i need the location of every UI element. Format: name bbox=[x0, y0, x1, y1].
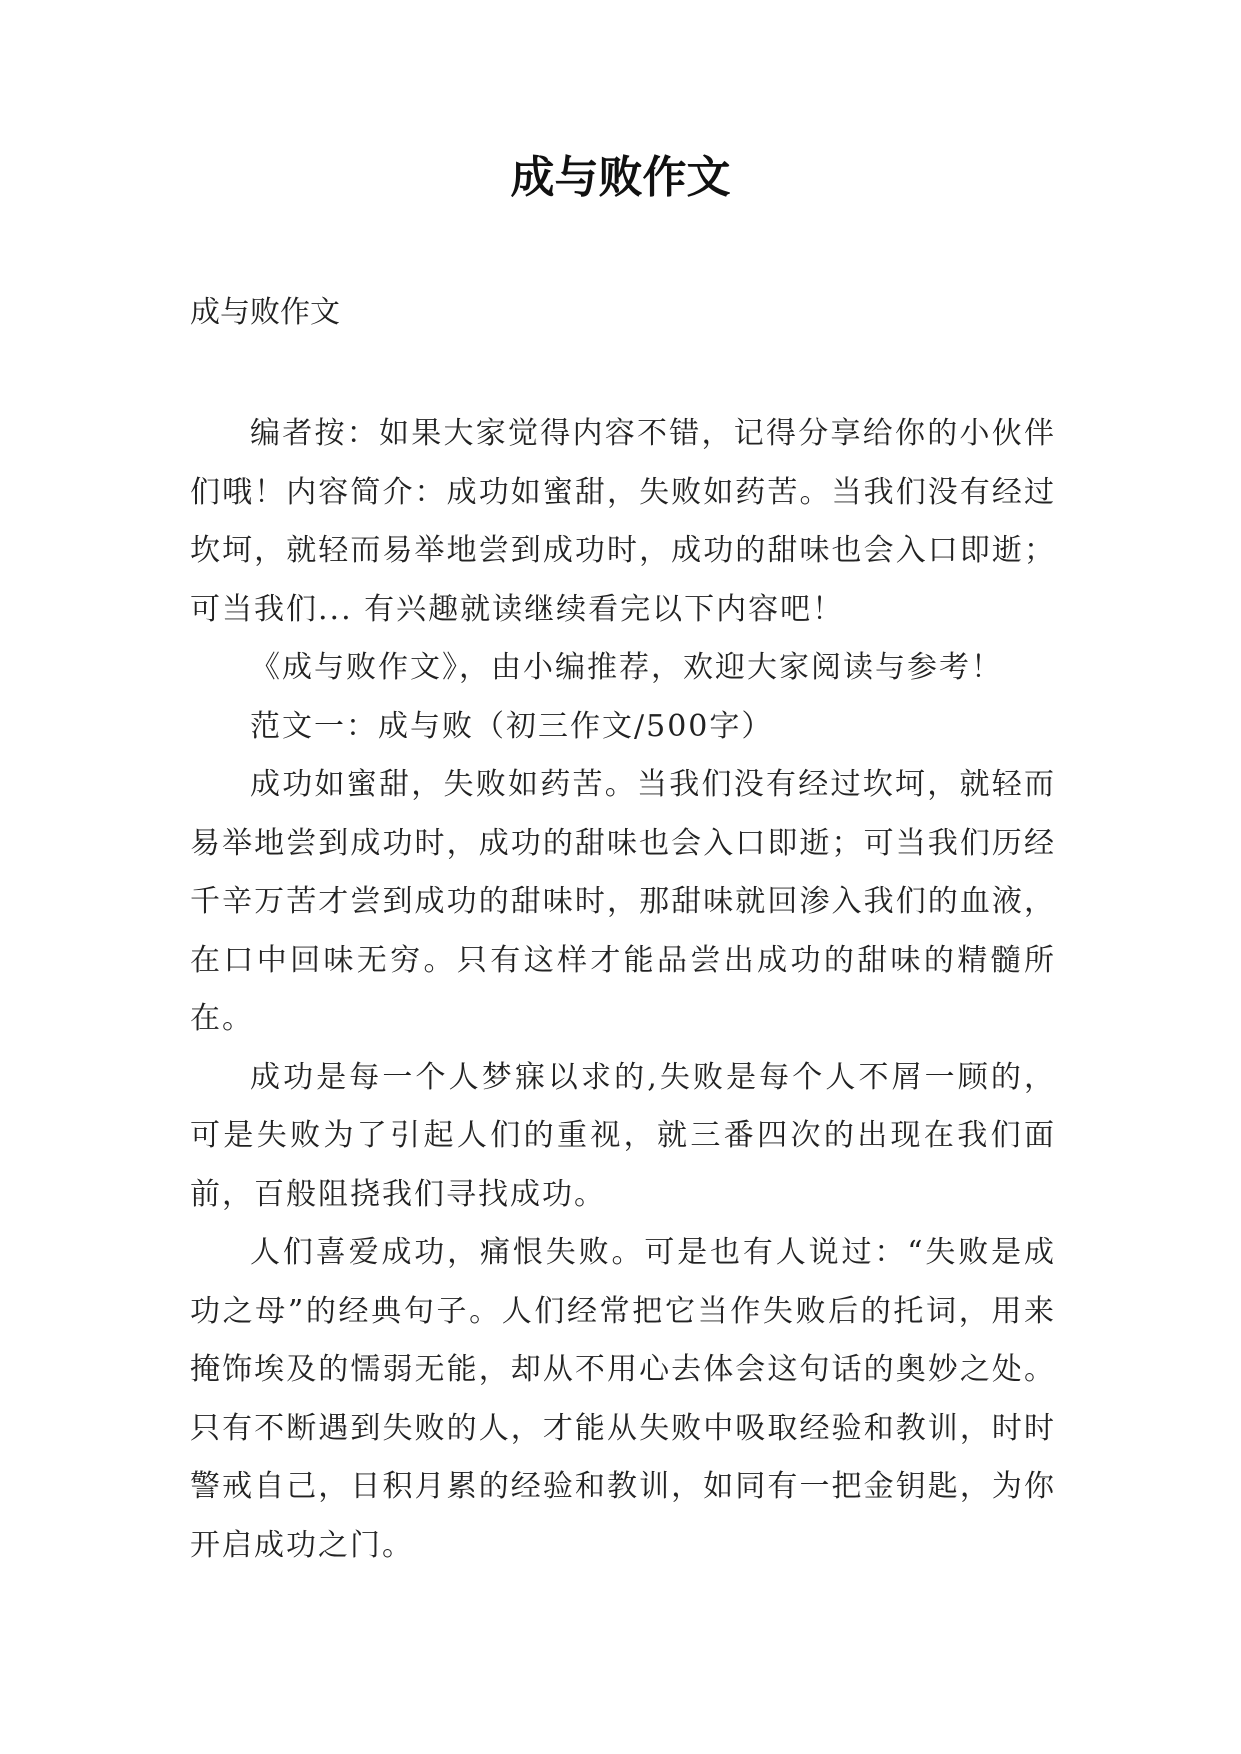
essay-paragraph: 成功是每一个人梦寐以求的,失败是每个人不屑一顾的，可是失败为了引起人们的重视，就三番四次的出现在我们面前，百般阻挠我们寻找成功。 bbox=[190, 1059, 1056, 1212]
essay-paragraph: 成功如蜜甜，失败如药苦。当我们没有经过坎坷，就轻而易举地尝到成功时，成功的甜味也会入口即逝；可当我们历经千辛万苦才尝到成功的甜味时，那甜味就回渗入我们的血液，在口中回味无穷。只有这样才能品尝出成功的甜味的精髓所在。 bbox=[190, 767, 1056, 1036]
document-title: 成与败作文 bbox=[510, 152, 731, 203]
essay-paragraph: 人们喜爱成功，痛恨失败。可是也有人说过：“失败是成功之母”的经典句子。人们经常把它当作失败后的托词，用来掩饰埃及的懦弱无能，却从不用心去体会这句话的奥妙之处。只有不断遇到失败的人，才能从失败中吸取经验和教训，时时警戒自己，日积月累的经验和教训，如同有一把金钥匙，为你开启成功之门。 bbox=[190, 1235, 1056, 1563]
document-subtitle: 成与败作文 bbox=[190, 295, 340, 330]
sample-essay-heading: 范文一：成与败（初三作文/500字） bbox=[250, 708, 774, 744]
editor-note-paragraph: 编者按：如果大家觉得内容不错，记得分享给你的小伙伴们哦！内容简介：成功如蜜甜，失败如药苦。当我们没有经过坎坷，就轻而易举地尝到成功时，成功的甜味也会入口即逝；可当我们... 有兴趣就读继续看完以下内容吧！ bbox=[190, 416, 1056, 627]
recommendation-paragraph: 《成与败作文》，由小编推荐，欢迎大家阅读与参考！ bbox=[250, 650, 1003, 685]
document-body bbox=[190, 405, 1056, 1575]
